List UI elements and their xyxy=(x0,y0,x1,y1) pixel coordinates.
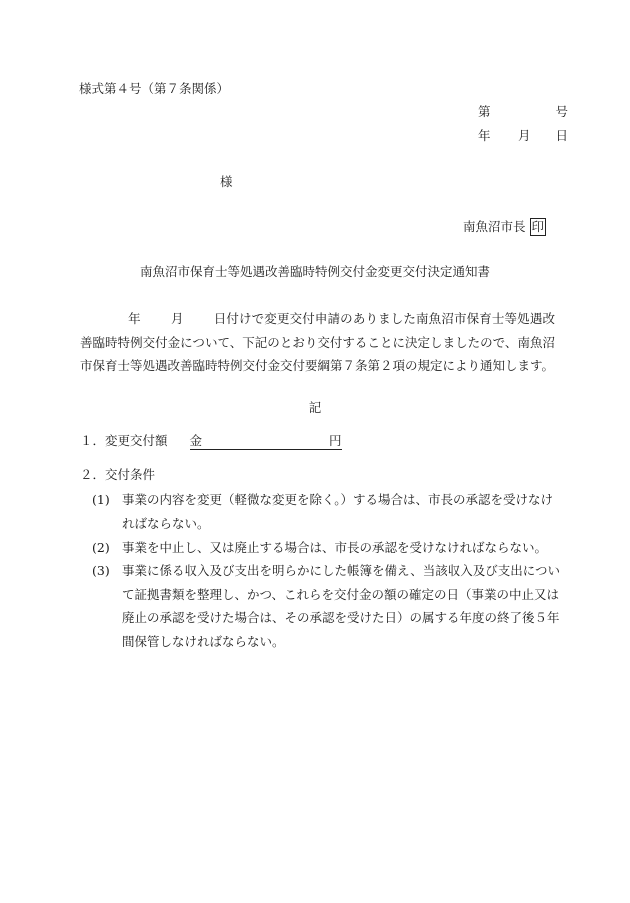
ki-heading: 記 xyxy=(308,400,322,415)
date-month: 月 xyxy=(518,128,531,143)
body-text: 日付けで変更交付申請のありました南魚沼市保育士等処遇改善臨時特例交付金について、下記のとおり交付することに決定しましたので、南魚沼市保育士等処遇改善臨時特例交付金交付要綱第７条第２項の規定により通知します。 xyxy=(80,311,555,373)
condition-1 xyxy=(92,488,562,535)
document-number-suffix: 号 xyxy=(555,104,568,119)
condition-3-num: (3) xyxy=(92,563,110,578)
addressee: 様 xyxy=(220,174,233,189)
document-number-line xyxy=(478,102,568,122)
condition-2-num: (2) xyxy=(92,540,110,555)
date-year: 年 xyxy=(478,128,491,143)
amount-unit: 円 xyxy=(329,433,342,448)
document-number-prefix: 第 xyxy=(478,104,491,119)
amount-field xyxy=(190,433,342,450)
body-year: 年 xyxy=(128,311,141,326)
amount-prefix: 金 xyxy=(189,433,203,448)
body-month: 月 xyxy=(170,311,184,326)
condition-2 xyxy=(92,536,562,560)
condition-2-text: 事業を中止し、又は廃止する場合は、市長の承認を受けなければならない。 xyxy=(122,540,548,555)
seal-mark: 印 xyxy=(531,219,545,234)
issuer xyxy=(463,217,546,237)
item-change-amount xyxy=(80,431,342,451)
condition-1-text: 事業の内容を変更（軽微な変更を除く。）する場合は、市長の承認を受けなければならない。 xyxy=(122,492,554,531)
item1-label: １．変更交付額 xyxy=(80,433,168,448)
body-paragraph xyxy=(80,307,555,378)
item-conditions-heading: ２．交付条件 xyxy=(80,467,156,482)
date-line xyxy=(478,126,568,146)
condition-3-text: 事業に係る収入及び支出を明らかにした帳簿を備え、当該収入及び支出について証拠書類を整理し、かつ、これらを交付金の額の確定の日（事業の中止又は廃止の承認を受けた場合は、その承認を受けた日）の属する年度の終了後５年間保管しなければならない。 xyxy=(122,563,561,649)
form-number: 様式第４号（第７条関係） xyxy=(79,81,230,96)
condition-3 xyxy=(92,559,562,653)
condition-1-num: (1) xyxy=(92,492,110,507)
date-day: 日 xyxy=(555,128,568,143)
document-title: 南魚沼市保育士等処遇改善臨時特例交付金変更交付決定通知書 xyxy=(139,264,490,279)
issuer-name: 南魚沼市長 xyxy=(463,219,526,234)
